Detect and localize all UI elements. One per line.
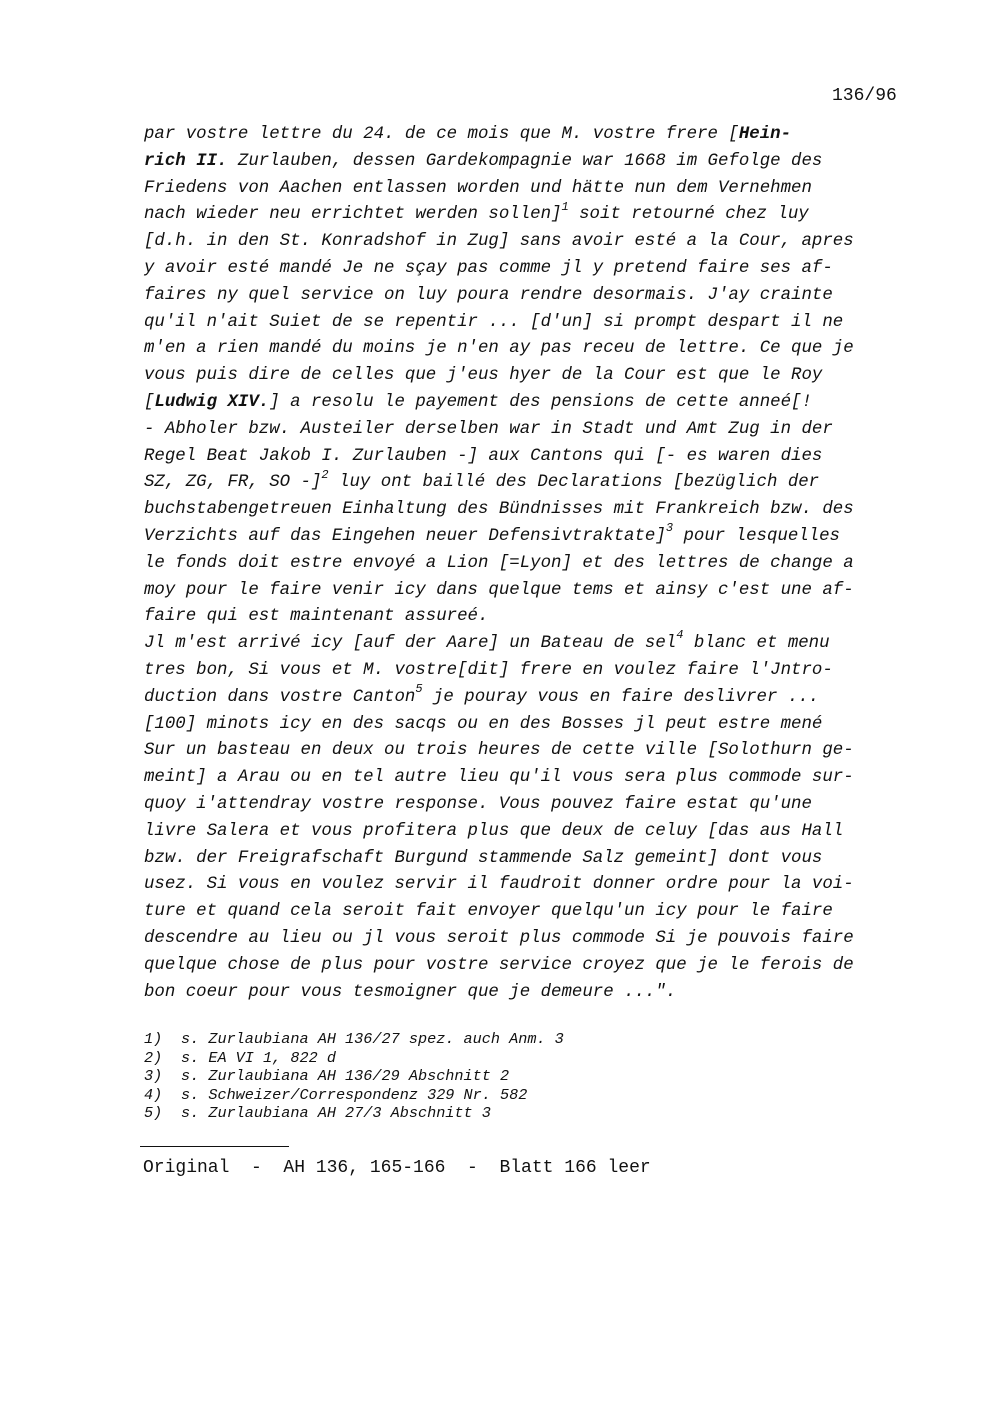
- text-line: [d.h. in den St. Konradshof in Zug] sans avoir esté a la Cour, apres: [144, 232, 854, 252]
- text-segment: par vostre lettre du 24. de ce mois que M. vostre frere [: [144, 125, 739, 144]
- footnote-number: 2): [144, 1048, 163, 1067]
- footnote-list: [144, 1030, 564, 1123]
- letter-body: [144, 122, 924, 1006]
- text-line: meint] a Arau ou en tel autre lieu qu'il vous sera plus commode sur-: [144, 768, 854, 788]
- text-segment: [: [144, 392, 155, 412]
- text-line: [144, 390, 924, 417]
- text-segment: pour lesquelles: [673, 526, 840, 546]
- original-source-note: Original - AH 136, 165-166 - Blatt 166 leer: [143, 1158, 651, 1178]
- text-line: usez. Si vous en voulez servir il faudroit donner ordre pour la voi-: [144, 875, 854, 895]
- text-line: le fonds doit estre envoyé a Lion [=Lyon] et des lettres de change a: [144, 553, 854, 573]
- text-line: moy pour le faire venir icy dans quelque tems et ainsy c'est une af-: [144, 580, 854, 600]
- text-line: quelque chose de plus pour vostre service croyez que je le ferois de: [144, 955, 854, 975]
- text-line: y avoir esté mandé Je ne sçay pas comme jl y pretend faire ses af-: [144, 258, 833, 278]
- footnote-number: 4): [144, 1085, 163, 1104]
- text-line: quoy i'attendray vostre response. Vous pouvez faire estat qu'une: [144, 794, 812, 814]
- text-line: bon coeur pour vous tesmoigner que je demeure ...".: [144, 982, 677, 1002]
- footnote-text: s. EA VI 1, 822 d: [181, 1048, 336, 1067]
- text-segment: soit retourné chez luy: [568, 205, 809, 225]
- text-line: buchstabengetreuen Einhaltung des Bündnisses mit Frankreich bzw. des: [144, 500, 854, 520]
- footnote-marker: 2: [321, 467, 329, 482]
- footnote-marker: 3: [665, 521, 674, 536]
- text-segment: je pouray vous en faire deslivrer ...: [422, 687, 820, 707]
- footnote-marker: 5: [415, 681, 423, 696]
- footnote: [144, 1104, 564, 1123]
- footnote: [144, 1049, 564, 1068]
- footnote: [144, 1086, 564, 1105]
- text-line: ture et quand cela seroit fait envoyer quelqu'un icy pour le faire: [144, 902, 833, 922]
- text-segment: luy ont baillé des Declarations [bezüglich der: [328, 473, 820, 493]
- text-segment: duction dans vostre Canton: [144, 687, 416, 707]
- page-number: 136/96: [832, 86, 897, 106]
- text-line: [144, 521, 924, 551]
- text-segment: nach wieder neu errichtet werden sollen]: [144, 205, 562, 225]
- separator-rule: [140, 1146, 289, 1147]
- text-segment: blanc et menu: [683, 634, 830, 654]
- text-line: faire qui est maintenant assureé.: [144, 607, 489, 627]
- text-line: [100] minots icy en des sacqs ou en des Bosses jl peut estre mené: [144, 714, 823, 734]
- text-line: vous puis dire de celles que j'eus hyer de la Cour est que le Roy: [144, 366, 823, 386]
- text-line: [144, 122, 924, 149]
- footnote: [144, 1030, 564, 1049]
- footnote-number: 3): [144, 1067, 163, 1085]
- text-line: bzw. der Freigrafschaft Burgund stammende Salz gemeint] dont vous: [144, 848, 823, 868]
- text-segment: SZ, ZG, FR, SO -]: [144, 473, 322, 493]
- bold-name: Hein-: [738, 125, 792, 144]
- text-line: tres bon, Si vous et M. vostre[dit] frere en voulez faire l'Jntro-: [144, 660, 833, 680]
- text-line: m'en a rien mandé du moins je n'en ay pas receu de lettre. Ce que je: [144, 339, 854, 359]
- footnote-text: s. Zurlaubiana AH 27/3 Abschnitt 3: [181, 1104, 491, 1122]
- text-line: qu'il n'ait Suiet de se repentir ... [d'un] si prompt despart il ne: [144, 312, 844, 332]
- footnote-number: 5): [144, 1104, 163, 1122]
- text-line: Sur un basteau en deux ou trois heures de cette ville [Solothurn ge-: [144, 741, 854, 761]
- text-segment: Zurlauben, dessen Gardekompagnie war 1668 im Gefolge des: [227, 151, 823, 171]
- bold-name: Ludwig XIV.: [154, 392, 270, 412]
- text-line: - Abholer bzw. Austeiler derselben war in Stadt und Amt Zug in der: [144, 419, 833, 439]
- footnote-text: s. Zurlaubiana AH 136/27 spez. auch Anm. 3: [181, 1030, 564, 1048]
- text-line: [144, 199, 924, 229]
- text-line: descendre au lieu ou jl vous seroit plus commode Si je pouvois faire: [144, 928, 854, 948]
- footnote-text: s. Schweizer/Correspondenz 329 Nr. 582: [181, 1085, 528, 1104]
- text-line: [144, 681, 924, 712]
- text-segment: ] a resolu le payement des pensions de cette anneé[!: [269, 392, 812, 412]
- text-line: livre Salera et vous profitera plus que deux de celuy [das aus Hall: [144, 821, 844, 841]
- text-line: [144, 628, 924, 658]
- footnote-text: s. Zurlaubiana AH 136/29 Abschnitt 2: [181, 1067, 510, 1085]
- footnote: [144, 1067, 564, 1086]
- footnote-marker: 1: [561, 199, 569, 214]
- text-line: Regel Beat Jakob I. Zurlauben -] aux Cantons qui [- es waren dies: [144, 446, 823, 466]
- text-line: faires ny quel service on luy poura rendre desormais. J'ay crainte: [144, 285, 833, 305]
- text-line: [144, 149, 924, 176]
- text-line: [144, 467, 924, 497]
- text-segment: Jl m'est arrivé icy [auf der Aare] un Bateau de sel: [144, 634, 677, 654]
- footnote-number: 1): [144, 1030, 163, 1048]
- bold-name: rich II.: [144, 151, 228, 171]
- text-segment: Verzichts auf das Eingehen neuer Defensivtraktate]: [144, 526, 666, 546]
- text-line: Friedens von Aachen entlassen worden und hätte nun dem Vernehmen: [144, 178, 812, 198]
- footnote-marker: 4: [676, 628, 684, 643]
